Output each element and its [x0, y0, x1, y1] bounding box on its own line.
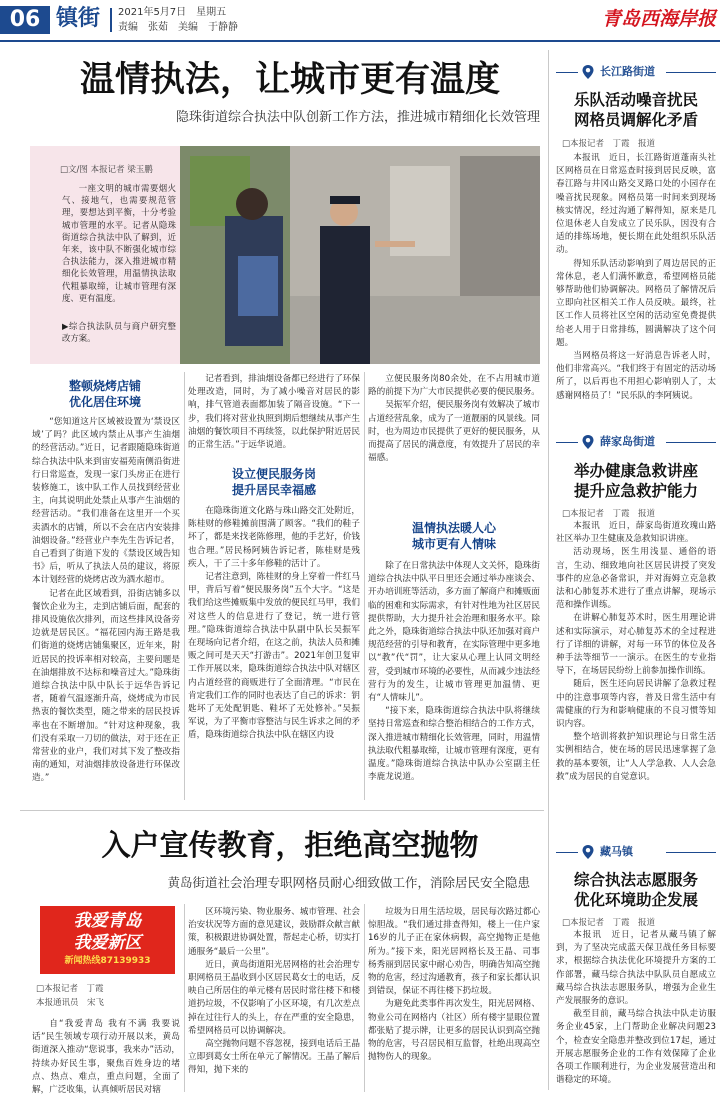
- section-name: 镇街: [56, 6, 101, 31]
- location-pin-icon: [580, 844, 596, 860]
- article1-subtitle: 隐珠街道综合执法中队创新工作方法，推进城市精细化长效管理: [175, 110, 540, 125]
- article1-col3b-p2: “接下来，隐珠街道综合执法中队将继续坚持日常巡查和综合整治相结合的工作方式，深入推进城市精细化长效管理，同时，用温情执法取代粗暴取缔，让城市管理有深度，更有温度。”隐珠街道综合执法中队办公室副主任李鹿龙说道。: [368, 706, 540, 783]
- article1-col3b: [368, 560, 540, 784]
- article1-col3a-p1: 立便民服务岗80余处，在不占用城市道路的前提下为广大市民提供必要的便民服务。: [368, 374, 540, 398]
- article1-subhead-3: 温情执法暖人心 城市更有人情味: [411, 521, 496, 551]
- campaign-banner: [40, 906, 175, 974]
- right-story2-p3: 在讲解心肺复苏术时，医生用理论讲述和实际演示，对心肺复苏术的全过程进行了详细的讲解，对每一环节的体位及各种手法等细节一一演示。在医生的专业指导下，在场居民纷纷上前参加操作训练。: [556, 613, 716, 677]
- editors: 责编 张茹 美编 于静静: [118, 22, 238, 33]
- article2-col1-p1: 自“我爱青岛 我有不满 我要说话”民生领域专项行动开展以来，黄岛街道深入推动“您说事，我来办”活动，持续办好民生事，聚焦百姓身边的堵点、热点、难点，重点问题，全面了解，广泛收集，认真倾听居民对辖: [32, 1019, 180, 1096]
- header-separator: [110, 8, 112, 32]
- article1-col1-p1: “您知道这片区域被设置为‘禁设区域’了吗？此区域内禁止从事产生油烟的经营活动。”近日，记者跟随隐珠街道综合执法中队来到宙安福苑南侧沿街进行日常巡查，发现一家门头房正在进行装修施工，该中队工作人员找到经营业主，向其说明此处禁止从事产生油烟的经营活动。“我们准备在这里开一个买卖酒水的店铺，所以不会在店内安装排油烟设备。”经营业户李先生告诉记者，自己看到了街道下发的《禁设区域告知书》后，听从了执法人员的建议，将原本计划经营的烧烤店改为酒水超市。: [32, 417, 180, 586]
- banner-hotline: 新闻热线87139933: [64, 956, 151, 966]
- location-rule: [666, 852, 716, 853]
- location-pin-icon: [580, 434, 596, 450]
- right-story3-title: 综合执法志愿服务 优化环境助企发展: [573, 870, 698, 909]
- location-rule: [666, 442, 716, 443]
- right-story1-p1: 本报讯 近日，长江路街道蓬南头社区网格员在日常巡查时接到居民反映，富春江路与井冈山路交叉路口处的小园存在噪音扰民现象。网格员第一时间来到现场核实情况，经过沟通了解得知，原来是几位退休老人自发成立了民乐队，因没有合适的排练场地，便长期在此处组织乐队活动。: [556, 153, 716, 256]
- article1-byline: □文/图 本报记者 梁玉鹏: [60, 165, 153, 175]
- location-rule: [556, 72, 578, 73]
- right-story2-p5: 整个培训将救护知识理论与日常生活实例相结合，使在场的居民迅速掌握了急救的基本要领，让“人人学急救、人人会急救”成为居民的自觉意识。: [556, 732, 716, 782]
- col-divider: [364, 904, 365, 1092]
- banner-line-1: 我爱青岛: [73, 911, 142, 931]
- article1-col2b-p1: 在隐珠街道文化路与珠山路交汇处附近，陈桂财的修鞋摊前围满了顾客。“我们的鞋子坏了，都是来找老陈修理，他的手艺好，价钱也合理。”居民杨阿姨告诉记者，陈桂财是残疾人，干了三十多年修鞋的活计了。: [188, 506, 360, 569]
- article1-col3b-p1: 除了在日常执法中体现人文关怀，隐珠街道综合执法中队平日里还会通过举办座谈会、开办培训班等活动，多方面了解商户和摊贩面临的困难和实际需求，有针对性地为社区居民提供帮助，大力提升社会治理和服务水平。除此之外，隐珠街道综合执法中队还加强对商户规范经营的引导和教育，在实际管理中更多地以“教”代“罚”，让大家从心理上认同文明经营，受到城市环境的必要性，从而减少违法经营行为的发生，让城市管理更加温情、更有“人情味儿”。: [368, 561, 540, 704]
- right-story3-p2: 截至目前，藏马综合执法中队走访服务企业45家，上门帮助企业解决问题23个，检查安全隐患并整改到位17起，通过开展志愿服务企业的工作有效保障了企业各项工作顺利进行，为企业发展营造出和谐稳定的环境。: [556, 1009, 716, 1086]
- article2-title: 入户宣传教育，拒绝高空抛物: [101, 828, 479, 862]
- issue-date: 2021年5月7日 星期五: [118, 7, 227, 18]
- article2-col3-p2: 为避免此类事件再次发生，阳光居网格、物业公司在网格内（社区）所有楼宇显眼位置都张贴了提示牌，让更多的居民认识到高空抛物的危害，号召居民相互监督，杜绝出现高空抛物伤人的现象。: [368, 999, 540, 1063]
- article2-subtitle: 黄岛街道社会治理专职网格员耐心细致做工作，消除居民安全隐患: [167, 875, 530, 890]
- article1-col2b: [188, 505, 360, 743]
- right-story1-body: [556, 152, 716, 403]
- article1-col2a: [188, 373, 360, 452]
- location-pin-icon: [580, 64, 596, 80]
- article2-col2-p3: 高空抛物问题不容忽视，接到电话后王晶立即到葛女士所在单元了解情况。王晶了解后得知，抛下来的: [188, 1039, 360, 1076]
- newspaper-logo: 青岛西海岸报: [601, 8, 716, 30]
- location-name: 薛家岛街道: [600, 435, 655, 448]
- location-bar-2: [556, 432, 716, 452]
- right-story2-body: [556, 520, 716, 784]
- location-rule: [666, 72, 716, 73]
- article1-intro: 一座文明的城市需要烟火气、接地气，也需要规范管理，要想达到平衡，十分考验城市管理的水平。记者从隐珠街道综合执法中队了解到，近年来，该中队不断强化城市综合执法能力，深入推进城市精细化长效管理，用温情执法取代粗暴取缔，让城市管理有深度、更有温度。: [62, 183, 176, 303]
- location-name: 藏马镇: [600, 845, 633, 858]
- right-story1-byline: □本报记者 丁霞 报道: [562, 139, 656, 149]
- col-divider: [184, 904, 185, 1092]
- right-story2-byline: □本报记者 丁霞 报道: [562, 509, 656, 519]
- article2-col2: [188, 906, 360, 1078]
- article1-subhead-2: 设立便民服务岗 提升居民幸福感: [231, 467, 316, 497]
- article2-byline-reporter: □本报记者 丁霞: [36, 984, 104, 994]
- location-bar-1: [556, 62, 716, 82]
- header-rule: [0, 40, 720, 42]
- location-rule: [556, 852, 578, 853]
- article2-col1: [32, 1018, 180, 1097]
- article1-col3a: [368, 373, 540, 465]
- article1-col1: [32, 416, 180, 786]
- photo-caption: ▶综合执法队员与商户研究整改方案。: [62, 321, 176, 344]
- right-story2-title: 举办健康急救讲座 提升应急救护能力: [573, 461, 698, 500]
- right-story2-p4: 随后，医生还向居民讲解了急救过程中的注意事项等内容，普及日常生活中有需健康的行为和影响健康的不良习惯等知识内容。: [556, 679, 716, 730]
- right-story1-title: 乐队活动噪音扰民 网格员调解化矛盾: [573, 90, 698, 129]
- article1-col1-p2: 记者在此区域看到，沿街店铺多以餐饮企业为主，走到店铺后面，配套的排风设施依次排列，而这些排风设备旁边就是居民区。“福花园内海王路是我们街道的烧烤店铺集聚区，近年来，附近居民的投诉率相对较高，主要问题是在油烟排放不达标和噪音过大。”隐珠街道综合执法中队中队长于远华告诉记者，随着气温逐渐升高，烧烤成为市民热衷的餐饮类型，随之带来的居民投诉率也在不断增加。“针对这种现象，我们没有采取一刀切的做法，对于还在正常营业的业户，我们对其下发了整改指南的通知，对油烟排放设备进行环保改造。”: [32, 588, 180, 784]
- location-bar-3: [556, 842, 716, 862]
- right-story3-byline: □本报记者 丁霞 报道: [562, 918, 656, 928]
- article1-col3a-p2: 吴振军介绍，便民服务岗有效解决了城市占道经营乱象，成为了一道靓丽的风景线。同时，也为周边市民提供了更好的便民服务，从而提高了居民的满意度，有效提升了居民的幸福感。: [368, 400, 540, 464]
- page-number: 06: [0, 6, 50, 34]
- right-story2-p1: 本报讯 近日，薛家岛街道玫瑰山路社区举办卫生健康及急救知识讲座。: [556, 521, 716, 545]
- article1-subhead-1: 整顿烧烤店铺 优化居住环境: [68, 379, 141, 409]
- right-story1-p3: 当网格员将这一好消息告诉老人时，他们非常高兴。“我们终于有固定的活动场所了，以后再也不用担心影响别人了，太感谢网格员了！”民乐队的李阿姨说。: [556, 351, 716, 401]
- location-name: 长江路街道: [600, 65, 655, 78]
- article2-col3: [368, 906, 540, 1064]
- col-divider: [184, 372, 185, 800]
- article2-col2-p1: 区环境污染、物业服务、城市管理、社会治安状况等方面的意见建议，鼓励群众献言献策，积极跟进协调处置，帮起走心桥，切实打通服务“最后一公里”。: [188, 907, 360, 957]
- right-story2-p2: 活动现场，医生用浅显、通俗的语言，生动、细致地向社区居民讲授了突发事件的应急必备常识，并对海姆立克急救法和心肺复苏术进行了重点讲解，现场示范和操作训练。: [556, 547, 716, 611]
- banner-line-2: 我爱新区: [73, 933, 142, 953]
- article-separator: [20, 810, 544, 811]
- article2-col3-p1: 垃圾为日用生活垃圾，居民每次路过都心惊胆战。“我们通过排查得知，楼上一住户家16岁的儿子正在家休病假，高空抛物正是他所为。”接下来，阳光居网格长及王晶、司事杨秀丽到居民家中耐心劝告，明确告知高空抛物的危害，经过沟通教育，孩子和家长都认识到错误，保证不再往楼下扔垃圾。: [368, 907, 540, 997]
- page-header: [0, 0, 720, 42]
- right-column-divider: [548, 50, 549, 1090]
- right-story3-body: [556, 929, 716, 1087]
- col-divider: [364, 372, 365, 800]
- right-story1-p2: 得知乐队活动影响到了周边居民的正常休息，老人们满怀歉意，希望网格员能够帮助他们协调解决。网格员了解情况后立即向社区相关工作人员反映。最终，社区工作人员将社区空闲的活动室免费提供给老人用于日常排练，圆满解决了这个问题。: [556, 258, 716, 348]
- article1-col2a-p1: 记者看到，排油烟设备都已经进行了环保处理改造，同时，为了减小噪音对居民的影响，排气管道表面都加装了隔音设施。“下一步，我们将对营业执照到期后想继续从事产生油烟的餐饮项目不再续签，以此保护附近居民的正常生活。”于远华说道。: [188, 374, 360, 451]
- article2-byline-correspondent: 本报通讯员 宋飞: [36, 998, 105, 1008]
- location-rule: [556, 442, 578, 443]
- right-story3-p1: 本报讯 近日，记者从藏马镇了解到，为了坚决完成蓝天保卫战任务目标要求，根据综合执法优化环境提升方案的工作部署，藏马综合执法中队队员自愿成立藏马综合执法志愿服务队，增强为企业生产发展服务的意识。: [556, 930, 716, 1007]
- article1-title: 温情执法，让城市更有温度: [79, 59, 500, 100]
- article1-col2b-p2: 记者注意到，陈桂财的身上穿着一件红马甲，背后写着“便民服务岗”五个大字。“这是我们给这些摊贩集中发放的便民红马甲，我们对这些人的信息进行了登记，统一进行管理。”隐珠街道综合执法中队副中队长吴振军在现场向记者介绍，在这之前，执法人员和摊贩之间可是天天“打游击”。2021年创卫复审工作开展以来，隐珠街道综合执法中队对辖区内占道经营的商贩进行了全面清理。“市民在肯定我们工作的同时也表达了自己的诉求：钥匙坏了无处配钥匙、鞋坏了无处修补。”吴振军说，为了平衡市容整洁与民生诉求之间的矛盾，隐珠街道综合执法中队在辖区内设: [188, 572, 360, 741]
- article2-col2-p2: 近日，黄岛街道阳光居网格的社会治理专职网格员王晶收到小区居民葛女士的电话，反映自己所居住的单元楼有居民时常往楼下和楼道扔垃圾，不仅影响了小区环境，有几次差点掉在过往行人的头上，存在严重的安全隐患，希望网格员可以协调解决。: [188, 959, 360, 1036]
